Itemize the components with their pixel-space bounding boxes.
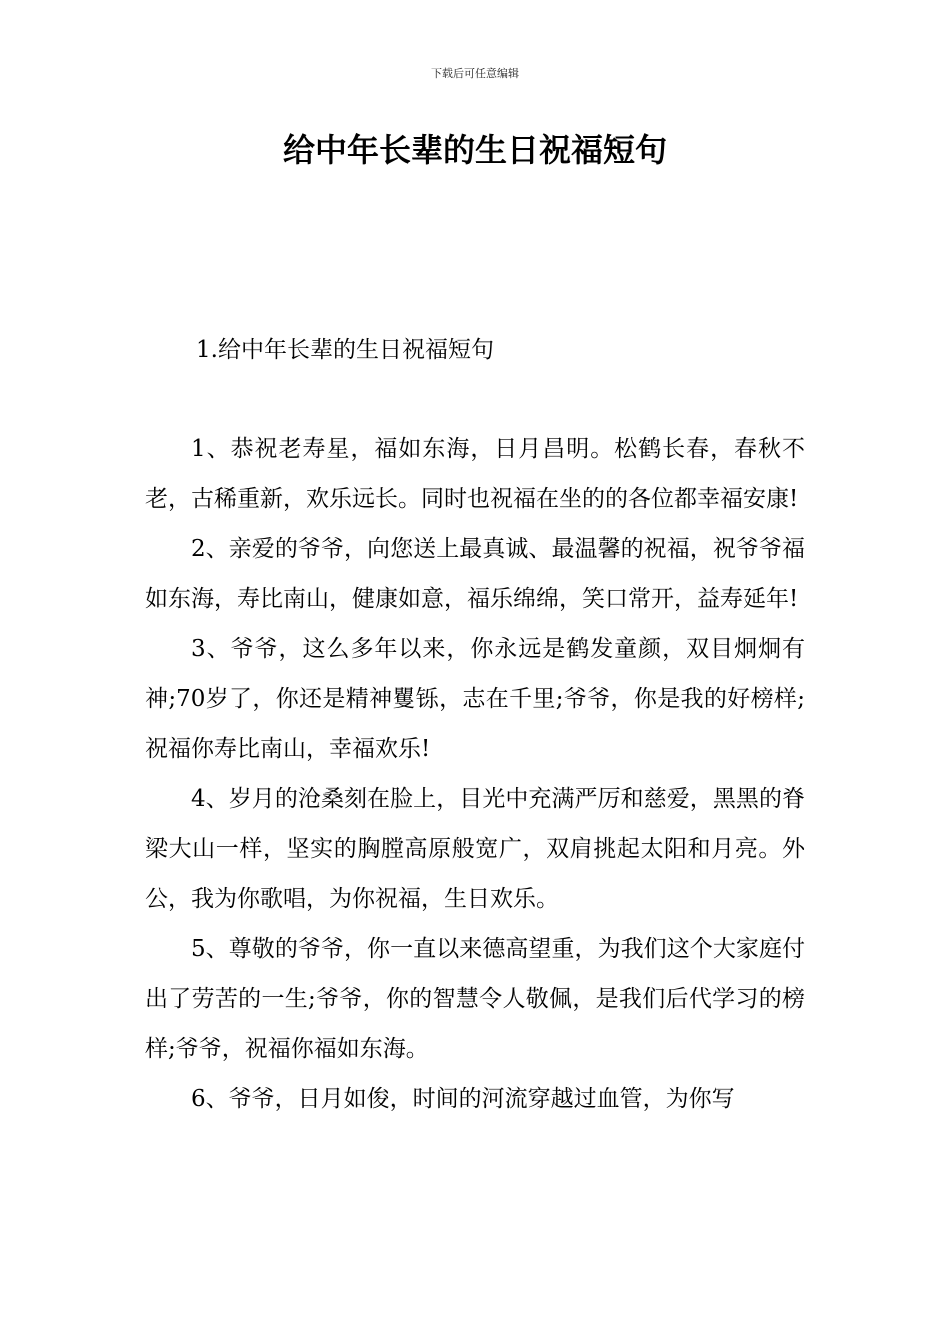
paragraph-3: 3、爷爷，这么多年以来，你永远是鹤发童颜，双目炯炯有神;70岁了，你还是精神矍铄，志在千里;爷爷，你是我的好榜样;祝福你寿比南山，幸福欢乐! [145, 636, 805, 762]
paragraph-1: 1、恭祝老寿星，福如东海，日月昌明。松鹤长春，春秋不老，古稀重新，欢乐远长。同时也祝福在坐的的各位都幸福安康! [145, 436, 805, 512]
section-heading: 1.给中年长辈的生日祝福短句 [196, 337, 494, 363]
document-body [145, 424, 805, 1124]
paragraph-5: 5、尊敬的爷爷，你一直以来德高望重，为我们这个大家庭付出了劳苦的一生;爷爷，你的智慧令人敬佩，是我们后代学习的榜样;爷爷，祝福你福如东海。 [145, 936, 805, 1062]
document-title: 给中年长辈的生日祝福短句 [282, 131, 667, 169]
paragraph-6: 6、爷爷，日月如俊，时间的河流穿越过血管，为你写 [191, 1086, 735, 1112]
paragraph-4: 4、岁月的沧桑刻在脸上，目光中充满严厉和慈爱，黑黑的脊梁大山一样，坚实的胸膛高原般宽广，双肩挑起太阳和月亮。外公，我为你歌唱，为你祝福，生日欢乐。 [145, 786, 805, 912]
paragraph-2: 2、亲爱的爷爷，向您送上最真诚、最温馨的祝福，祝爷爷福如东海，寿比南山，健康如意，福乐绵绵，笑口常开，益寿延年! [145, 536, 805, 612]
header-note: 下载后可任意编辑 [431, 67, 519, 80]
